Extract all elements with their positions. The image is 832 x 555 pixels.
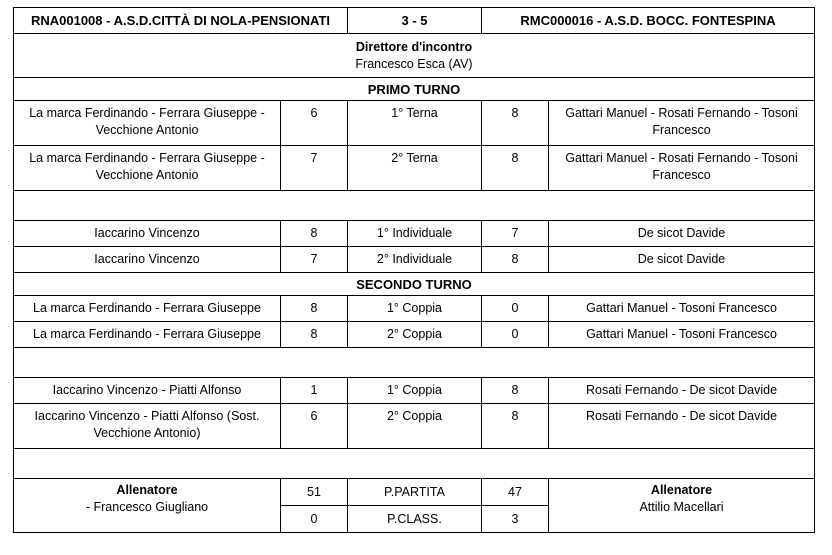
match-report-table [13,7,815,533]
home-coach-label: Allenatore [116,483,178,497]
spacer-row [14,449,815,479]
game-type: 1° Coppia [348,378,482,404]
game-row [14,378,815,404]
director-name: Francesco Esca (AV) [355,57,473,71]
section-header-row [14,273,815,296]
home-players: La marca Ferdinando - Ferrara Giuseppe - Vecchione Antonio [14,101,281,146]
home-coach-cell [14,479,281,533]
game-row [14,296,815,322]
home-score: 6 [281,404,348,449]
footer-row-partita [14,479,815,506]
game-type: 1° Individuale [348,221,482,247]
game-row [14,146,815,191]
home-score: 8 [281,296,348,322]
home-players: Iaccarino Vincenzo [14,221,281,247]
away-score: 0 [482,296,549,322]
home-players: Iaccarino Vincenzo - Piatti Alfonso [14,378,281,404]
game-row [14,221,815,247]
home-players: La marca Ferdinando - Ferrara Giuseppe [14,296,281,322]
game-row [14,101,815,146]
away-players: Gattari Manuel - Rosati Fernando - Tosoni Francesco [549,101,815,146]
spacer-cell [14,191,815,221]
home-team-name: RNA001008 - A.S.D.CITTÀ DI NOLA-PENSIONATI [14,8,348,34]
away-score: 7 [482,221,549,247]
away-team-name: RMC000016 - A.S.D. BOCC. FONTESPINA [482,8,815,34]
game-row [14,322,815,348]
class-away: 3 [482,506,549,533]
away-coach-name: Attilio Macellari [639,500,724,514]
section-header-row [14,78,815,101]
away-coach-cell [549,479,815,533]
home-score: 1 [281,378,348,404]
home-players: Iaccarino Vincenzo [14,247,281,273]
away-score: 8 [482,378,549,404]
home-score: 7 [281,247,348,273]
match-score: 3 - 5 [348,8,482,34]
game-row [14,247,815,273]
game-type: 1° Terna [348,101,482,146]
home-players: La marca Ferdinando - Ferrara Giuseppe - Vecchione Antonio [14,146,281,191]
match-header-row [14,8,815,34]
director-row [14,34,815,78]
away-score: 8 [482,247,549,273]
home-coach-name: - Francesco Giugliano [85,500,209,514]
home-score: 7 [281,146,348,191]
home-score: 8 [281,221,348,247]
game-row [14,404,815,449]
game-type: 2° Coppia [348,322,482,348]
away-players: De sicot Davide [549,247,815,273]
away-players: Gattari Manuel - Tosoni Francesco [549,296,815,322]
away-score: 8 [482,101,549,146]
partita-label: P.PARTITA [348,479,482,506]
home-players: Iaccarino Vincenzo - Piatti Alfonso (Sost. Vecchione Antonio) [14,404,281,449]
secondo-turno-title: SECONDO TURNO [14,273,815,296]
home-score: 8 [281,322,348,348]
director-cell [14,34,815,78]
home-score: 6 [281,101,348,146]
spacer-row [14,348,815,378]
partita-home: 51 [281,479,348,506]
away-coach-label: Allenatore [650,483,713,497]
director-label: Direttore d'incontro [355,40,473,54]
spacer-cell [14,449,815,479]
away-players: Rosati Fernando - De sicot Davide [549,378,815,404]
game-type: 2° Terna [348,146,482,191]
away-score: 0 [482,322,549,348]
away-score: 8 [482,146,549,191]
away-score: 8 [482,404,549,449]
away-players: Rosati Fernando - De sicot Davide [549,404,815,449]
class-home: 0 [281,506,348,533]
game-type: 2° Individuale [348,247,482,273]
partita-away: 47 [482,479,549,506]
spacer-row [14,191,815,221]
primo-turno-title: PRIMO TURNO [14,78,815,101]
spacer-cell [14,348,815,378]
away-players: Gattari Manuel - Tosoni Francesco [549,322,815,348]
class-label: P.CLASS. [348,506,482,533]
away-players: Gattari Manuel - Rosati Fernando - Tosoni Francesco [549,146,815,191]
game-type: 2° Coppia [348,404,482,449]
home-players: La marca Ferdinando - Ferrara Giuseppe [14,322,281,348]
away-players: De sicot Davide [549,221,815,247]
game-type: 1° Coppia [348,296,482,322]
